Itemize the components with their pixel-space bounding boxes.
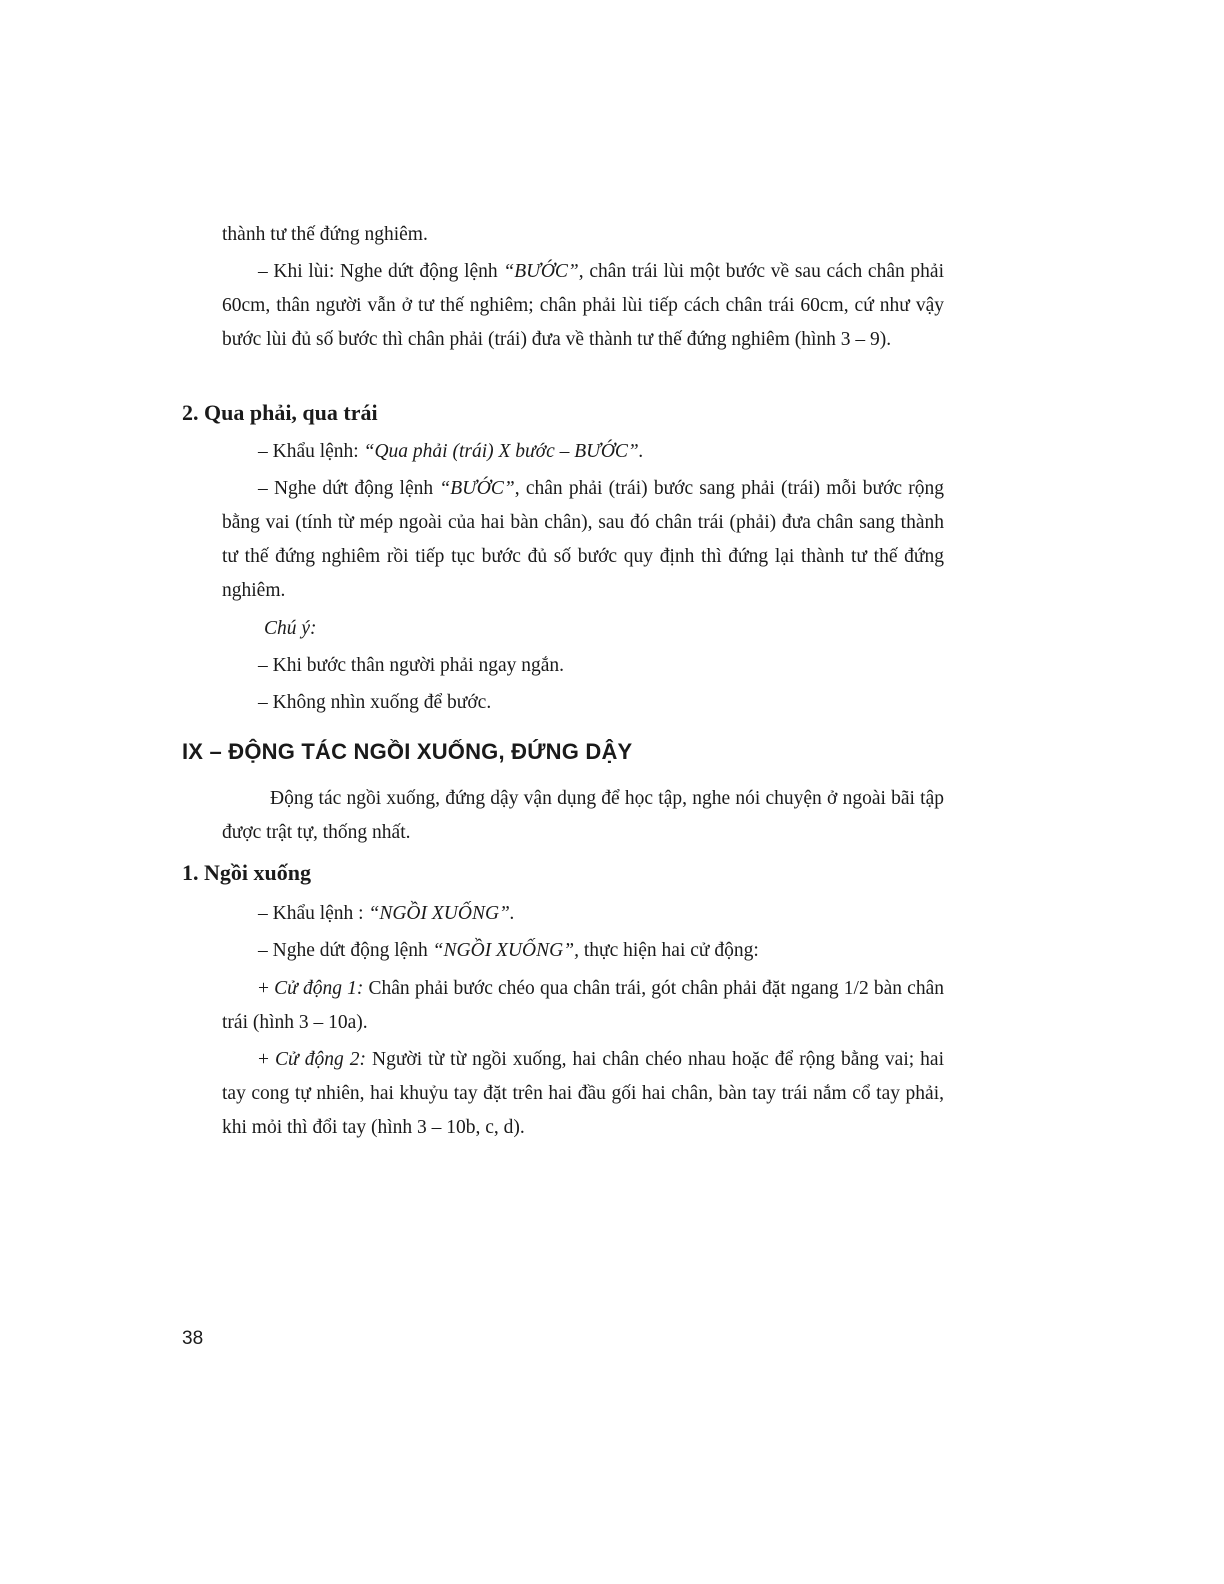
- paragraph-text: thành tư thế đứng nghiêm.: [222, 224, 428, 245]
- paragraph-text: , chân phải (trái) bước sang phải (trái) mỗi bước rộng bằng vai (tính từ mép ngoài của hai bàn chân), sau đó chân trái (phải) đưa chân sang thành tư thế đứng nghiêm rồi tiếp tục bước đủ số bước quy định thì đứng lại thành tư thế đứng nghiêm.: [222, 478, 945, 601]
- paragraph-text: – Khẩu lệnh :: [258, 903, 369, 924]
- paragraph-text: – Nghe dứt động lệnh: [258, 940, 433, 961]
- paragraph-text: , chân trái lùi một bước về sau cách chân phải 60cm, thân người vẫn ở tư thế nghiêm; chân phải lùi tiếp cách chân trái 60cm, cứ như vậy bước lùi đủ số bước thì chân phải (trái) đưa về thành tư thế đứng nghiêm (hình 3 – 9).: [222, 261, 944, 350]
- paragraph-khi-lui: [222, 255, 944, 357]
- command-text: “NGỒI XUỐNG”,: [432, 940, 579, 961]
- step-label: Cử động 2:: [275, 1049, 366, 1070]
- paragraph-text: – Khi lùi: Nghe dứt động lệnh: [258, 261, 504, 282]
- paragraph-intro-ngoi-xuong: Động tác ngồi xuống, đứng dậy vận dụng để học tập, nghe nói chuyện ở ngoài bãi tập được trật tự, thống nhất.: [222, 788, 944, 843]
- step-label: Cử động 1:: [274, 978, 364, 999]
- paragraph-text: Chân phải bước chéo qua chân trái, gót chân phải đặt ngang 1/2 bàn chân trái (hình 3 – 10a).: [222, 978, 944, 1033]
- command-text: “BƯỚC”: [503, 261, 579, 282]
- paragraph-text: thực hiện hai cử động:: [578, 940, 759, 961]
- paragraph-cu-dong-2: [222, 1043, 944, 1145]
- paragraph-khau-lenh-qua: [222, 435, 944, 469]
- paragraph-text: Người từ từ ngồi xuống, hai chân chéo nhau hoặc để rộng bằng vai; hai tay cong tự nhiên, hai khuỷu tay đặt trên hai đầu gối hai chân, bàn tay trái nắm cổ tay phải, khi mỏi thì đổi tay (hình 3 – 10b, c, d).: [222, 1049, 945, 1138]
- paragraph-continuation: [222, 218, 944, 252]
- paragraph-text: – Nghe dứt động lệnh: [258, 478, 440, 499]
- paragraph-cu-dong-1: [222, 972, 944, 1040]
- page-number: 38: [182, 1328, 204, 1349]
- paragraph-nghe-dut-ngoi: [222, 934, 944, 968]
- section-heading-qua-phai-qua-trai: 2. Qua phải, qua trái: [182, 400, 378, 425]
- note-item-2: – Không nhìn xuống để bước.: [258, 692, 492, 713]
- paragraph-nghe-dut-qua: [222, 472, 944, 608]
- paragraph-khau-lenh-ngoi: [222, 897, 944, 931]
- chapter-heading-ix: IX – ĐỘNG TÁC NGỒI XUỐNG, ĐỨNG DẬY: [182, 739, 633, 764]
- paragraph-text: +: [258, 978, 275, 999]
- paragraph-text: +: [258, 1049, 276, 1070]
- paragraph-text: – Khẩu lệnh:: [258, 441, 364, 462]
- section-heading-ngoi-xuong: 1. Ngồi xuống: [182, 860, 311, 885]
- note-label: Chú ý:: [264, 618, 317, 639]
- command-text: “BƯỚC”: [439, 478, 515, 499]
- note-item-1: – Khi bước thân người phải ngay ngắn.: [258, 655, 565, 676]
- command-text: “NGỒI XUỐNG”.: [368, 903, 515, 924]
- command-text: “Qua phải (trái) X bước – BƯỚC”.: [363, 441, 644, 462]
